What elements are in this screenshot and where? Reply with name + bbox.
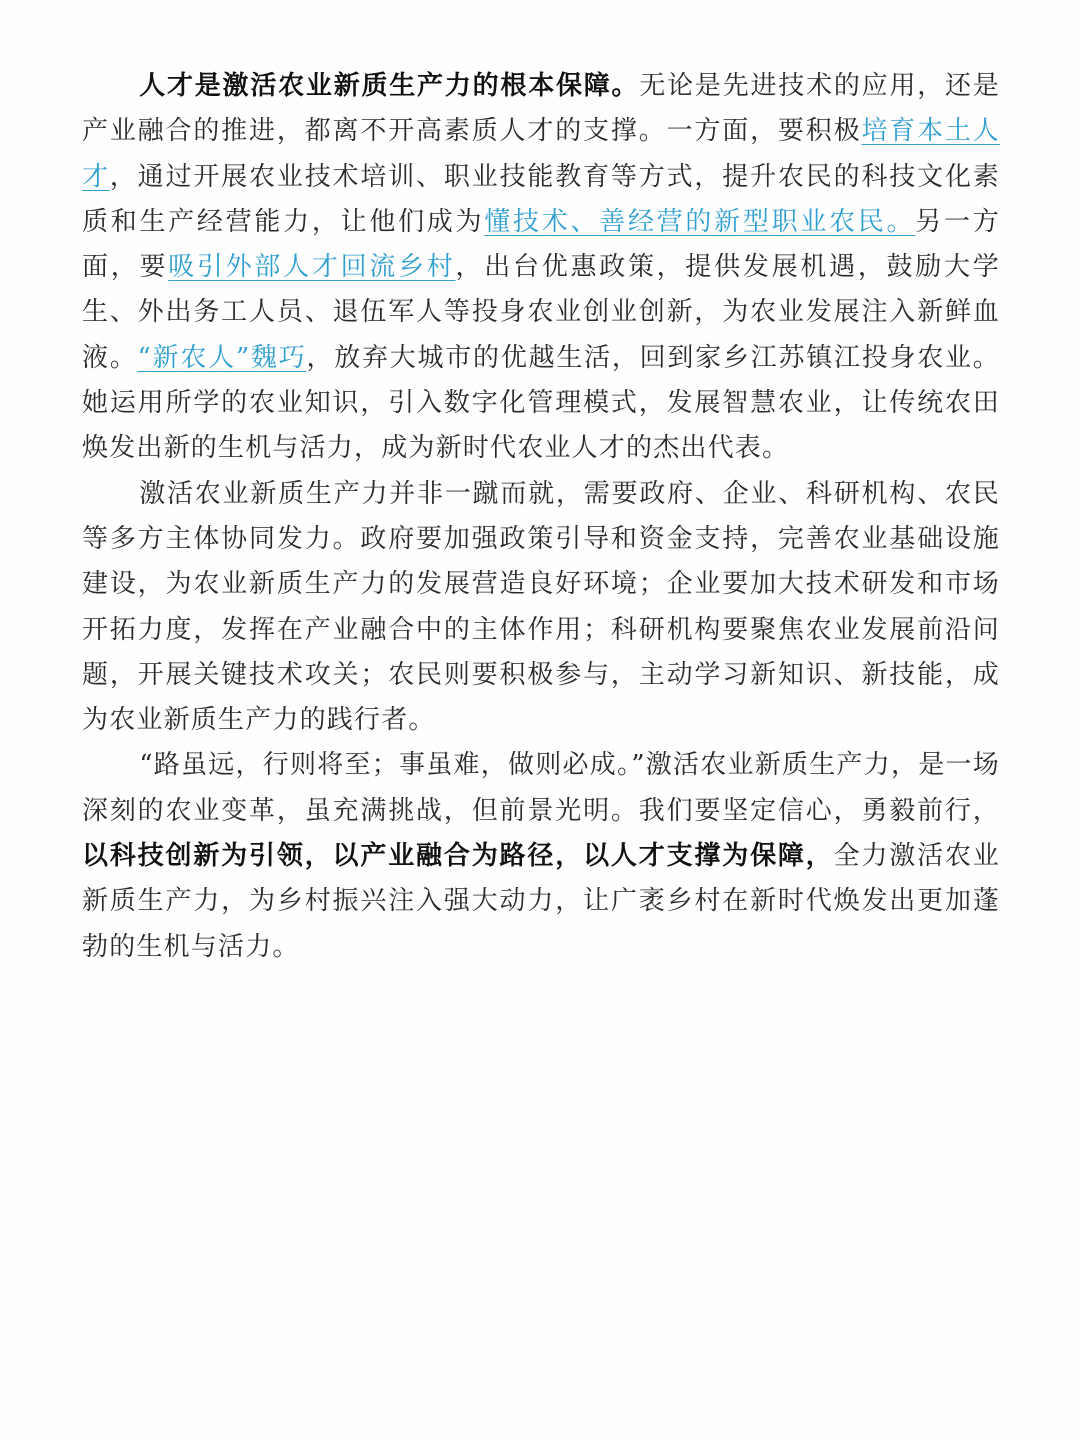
body-text: 另一方面，要	[82, 206, 1000, 283]
body-text: “路虽远，行则将至；事虽难，做则必成。”激活农业新质生产力，是一场深刻的农业变革，虽充满挑战，但前景光明。我们要坚定信心，勇毅前行，	[82, 750, 1000, 826]
article-body	[82, 64, 1000, 970]
link-cultivate-local-talent[interactable]: 培育本土人才	[82, 116, 1000, 192]
body-text: 无论是先进技术的应用，还是产业融合的推进，都离不开高素质人才的支撑。一方面，要积极	[82, 71, 1000, 147]
body-text: ，通过开展农业技术培训、职业技能教育等方式，提升农民的科技文化素质和生产经营能力，让他们成为	[82, 161, 1000, 237]
paragraph-conclusion	[82, 743, 1000, 969]
body-text: ，放弃大城市的优越生活，回到家乡江苏镇江投身农业。她运用所学的农业知识，引入数字化管理模式，发展智慧农业，让传统农田焕发出新的生机与活力，成为新时代农业人才的杰出代表。	[82, 342, 1000, 464]
paragraph-talent	[82, 64, 1000, 472]
heading-sentence: 人才是激活农业新质生产力的根本保障。	[139, 71, 640, 101]
body-text: ，出台优惠政策，提供发展机遇，鼓励大学生、外出务工人员、退伍军人等投身农业创业创新，为农业发展注入新鲜血液。	[82, 252, 1000, 373]
link-new-professional-farmers[interactable]: 懂技术、善经营的新型职业农民。	[484, 206, 916, 237]
link-new-farmer-weiqiao[interactable]: “新农人”魏巧	[137, 342, 307, 373]
emphasis-sentence: 以科技创新为引领，以产业融合为路径，以人才支撑为保障，	[82, 841, 834, 872]
link-attract-external-talent[interactable]: 吸引外部人才回流乡村	[168, 252, 456, 283]
body-text: 激活农业新质生产力并非一蹴而就，需要政府、企业、科研机构、农民等多方主体协同发力。政府要加强政策引导和资金支持，完善农业基础设施建设，为农业新质生产力的发展营造良好环境；企业要加大技术研发和市场开拓力度，发挥在产业融合中的主体作用；科研机构要聚焦农业发展前沿问题，开展关键技术攻关；农民则要积极参与，主动学习新知识、新技能，成为农业新质生产力的践行者。	[82, 478, 1000, 736]
body-text: 全力激活农业新质生产力，为乡村振兴注入强大动力，让广袤乡村在新时代焕发出更加蓬勃的生机与活力。	[82, 841, 1000, 962]
paragraph-collaboration	[82, 472, 1000, 744]
